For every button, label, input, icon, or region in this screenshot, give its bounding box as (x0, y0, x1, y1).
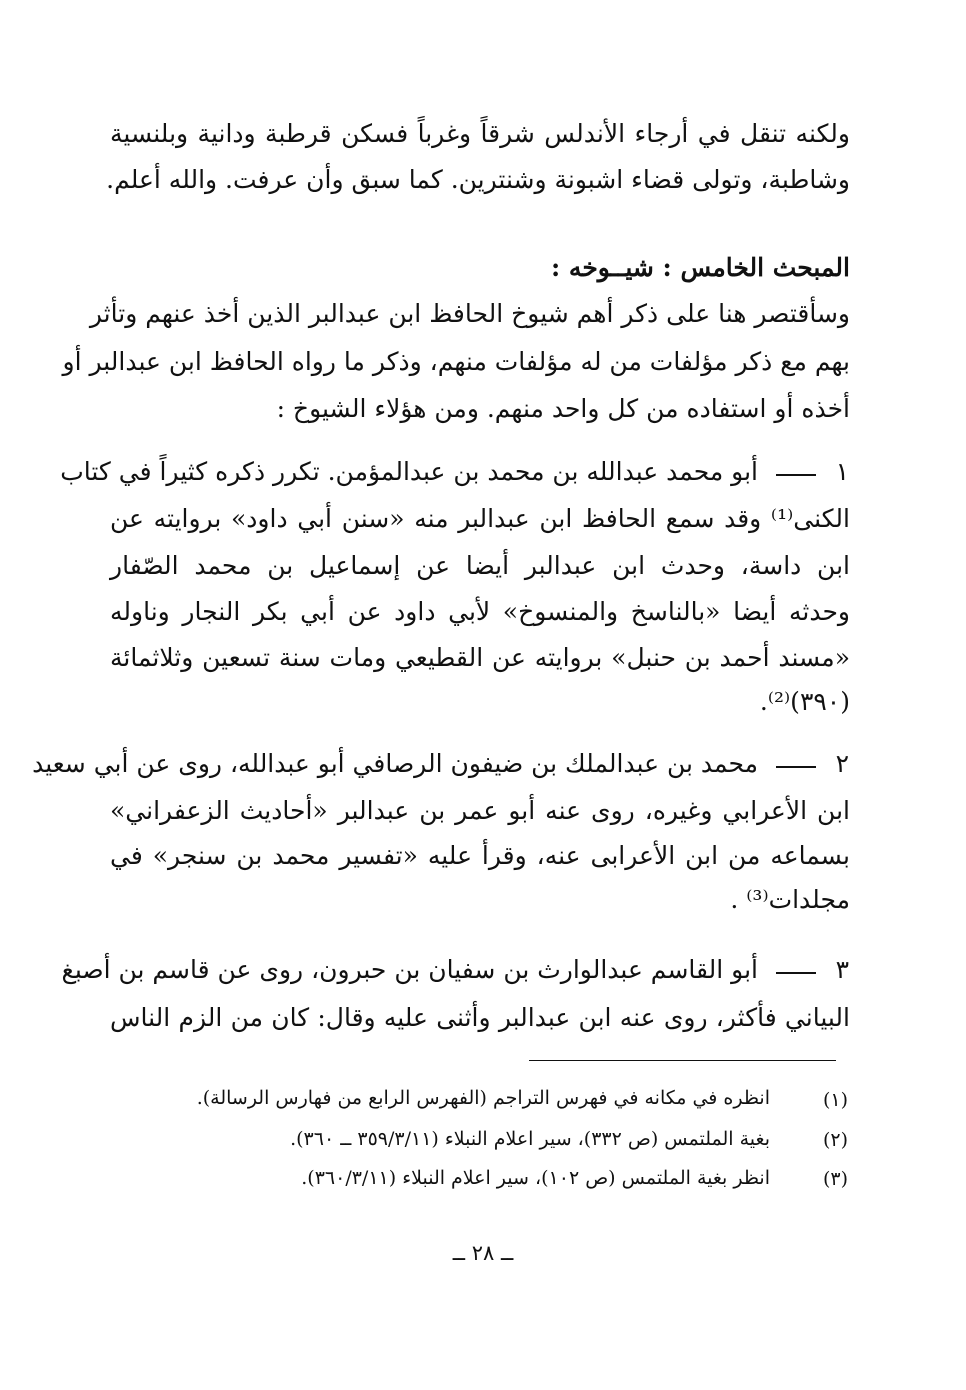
footnote-1-text: انظره في مكانه في فهرس التراجم (الفهرس الرابع من فهارس الرسالة). (196, 1087, 770, 1109)
item-1-line-6: (٣٩٠)⁽²⁾. (759, 687, 850, 716)
footnote-separator (529, 1060, 836, 1061)
section-paragraph-line-1: وسأقتصر هنا على ذكر أهم شيوخ الحافظ ابن عبدالبر الذين أخذ عنهم وتأثر (89, 299, 850, 328)
section-paragraph-line-2: بهم مع ذكر مؤلفات من له مؤلفات منهم، وذكر ما رواه الحافظ ابن عبدالبر أو (62, 347, 850, 376)
item-3-line-1: أبو القاسم عبدالوارث بن سفيان بن حبرون، روى عن قاسم بن أصبغ (61, 955, 758, 984)
item-1-line-2: الكنى⁽¹⁾ وقد سمع الحافظ ابن عبدالبر منه «سنن أبي داود» بروايته عن (110, 504, 850, 533)
item-1-number: ١ (835, 457, 849, 486)
item-1-dash (776, 474, 816, 476)
item-2-line-1: محمد بن عبدالملك بن ضيفون الرصافي أبو عبدالله، روى عن أبي سعيد (32, 749, 758, 778)
item-3-number: ٣ (835, 955, 849, 984)
item-1-line-5: «مسند أحمد بن حنبل» بروايته عن القطيعي ومات سنة تسعين وثلاثمائة (110, 643, 850, 672)
intro-line-2: وشاطبة، وتولى قضاء اشبونة وشنترين. كما سبق وأن عرفت. والله أعلم. (106, 165, 850, 194)
item-2-dash (776, 766, 816, 768)
item-1-line-4: وحدثه أيضا «بالناسخ والمنسوخ» لأبي داود عن أبي بكر النجار وناوله (110, 597, 850, 626)
item-1-line-3: ابن داسة، وحدث ابن عبدالبر أيضا عن إسماعيل بن محمد الصّفار (110, 551, 850, 580)
item-2-number: ٢ (835, 749, 849, 778)
footnote-1-number: (١) (822, 1089, 848, 1111)
item-2-line-2: ابن الأعرابي وغيره، روى عنه أبو عمر بن عبدالبر «أحاديث الزعفراني» (110, 796, 850, 825)
footnote-3-text: انظر بغية الملتمس (ص ١٠٢)، سير اعلام النبلاء (٣٦٠/٣/١١). (301, 1167, 770, 1189)
footnote-2-text: بغية الملتمس (ص ٣٣٢)، سير اعلام النبلاء (٣٥٩/٣/١١ ــ ٣٦٠). (290, 1128, 770, 1150)
item-2-line-3: بسماعه من ابن الأعرابى عنه، وقرأ عليه «تفسير محمد بن سنجر» في (110, 841, 850, 870)
item-2-line-4: مجلدات⁽³⁾ . (730, 885, 850, 914)
item-3-dash (776, 972, 816, 974)
footnote-2-number: (٢) (822, 1129, 848, 1151)
section-heading: المبحث الخامس : شيــوخه : (550, 253, 850, 282)
section-paragraph-line-3: أخذه أو استفاده من كل واحد منهم. ومن هؤلاء الشيوخ : (276, 394, 850, 423)
footnote-3-number: (٣) (822, 1168, 848, 1190)
page-number: ــ ٢٨ ــ (452, 1241, 514, 1265)
item-3-line-2: البياني فأكثر، روى عنه ابن عبدالبر وأثنى عليه وقال: كان من الزم الناس (110, 1003, 850, 1032)
intro-line-1: ولكنه تنقل في أرجاء الأندلس شرقاً وغرباً فسكن قرطبة ودانية وبلنسية (110, 119, 850, 148)
item-1-line-1: أبو محمد عبدالله بن محمد بن عبدالمؤمن. تكرر ذكره كثيراً في كتاب (60, 457, 758, 486)
